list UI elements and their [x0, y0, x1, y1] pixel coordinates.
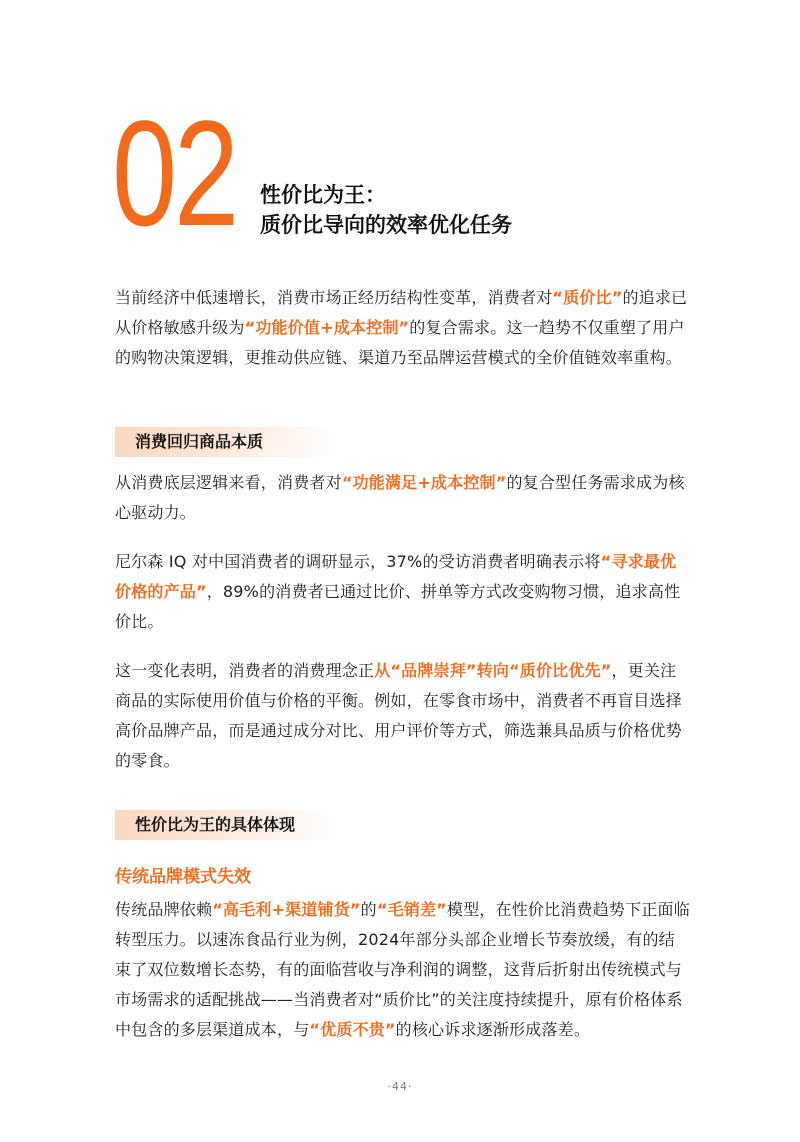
s1p3-text-2: ，更关注商品的实际使用价值与价格的平衡。例如，在零食市场中，消费者不再盲目选择高价品牌产品，而是通过成分对比、用户评价等方式，筛选兼具品质与价格优势的零食。: [115, 661, 683, 770]
intro-highlight-2: “功能价值+成本控制”: [244, 318, 410, 337]
subheading-traditional-brand: 传统品牌模式失效: [115, 867, 251, 887]
s2p1-text-3: 模型，在性价比消费趋势下正面临转型压力。以速冻食品行业为例，2024年部分头部企业增长节奏放缓，有的结束了双位数增长态势，有的面临营收与净利润的调整，这背后折射出传统模式与市场需求的适配挑战——当消费者对“质价比”的关注度持续提升，原有价格体系中包含的多层渠道成本，与: [115, 900, 690, 1039]
section-label-consumption: 消费回归商品本质: [115, 427, 335, 457]
section1-paragraph-1: [115, 468, 690, 528]
s1p2-text-1: 尼尔森 IQ 对中国消费者的调研显示，37%的受访消费者明确表示将: [115, 552, 601, 571]
intro-text-3: 的复合需求。这一趋势不仅重塑了用户的购物决策逻辑，更推动供应链、渠道乃至品牌运营模式的全价值链效率重构。: [115, 318, 685, 367]
section-label-value: 性价比为王的具体体现: [115, 810, 335, 840]
chapter-header: [112, 89, 712, 257]
section1-paragraph-3: [115, 656, 690, 776]
intro-highlight-1: “质价比”: [552, 288, 623, 307]
s1p3-text-1: 这一变化表明，消费者的消费理念正: [115, 661, 375, 680]
s1p2-text-2: ，89%的消费者已通过比价、拼单等方式改变购物习惯，追求高性价比。: [115, 582, 681, 631]
s1p2-highlight-1: “寻求最优价格的产品”: [115, 552, 677, 601]
s2p1-text-4: 的核心诉求逐渐形成落差。: [395, 1020, 591, 1039]
s2p1-text-1: 传统品牌依赖: [115, 900, 213, 919]
s2p1-text-2: 的: [360, 900, 377, 919]
intro-paragraph: [115, 283, 690, 373]
s1p3-highlight-1: 从“品牌崇拜”转向“质价比优先”: [374, 661, 612, 680]
chapter-number: 02: [112, 89, 236, 257]
intro-text-1: 当前经济中低速增长，消费市场正经历结构性变革，消费者对: [115, 288, 553, 307]
s2p1-highlight-1: “高毛利+渠道铺货”: [212, 900, 361, 919]
section1-paragraph-2: [115, 547, 690, 637]
s1p1-highlight-1: “功能满足+成本控制”: [341, 473, 507, 492]
section2-paragraph-1: [115, 895, 690, 1045]
chapter-title-line2: 质价比导向的效率优化任务: [260, 213, 512, 237]
page-number: ·44·: [387, 1080, 413, 1093]
s2p1-highlight-2: “毛销差”: [376, 900, 447, 919]
chapter-title-line1: 性价比为王：: [260, 183, 386, 207]
intro-text-2: 的追求已从价格敏感升级为: [115, 288, 688, 337]
chapter-title: [260, 180, 512, 240]
s1p1-text-1: 从消费底层逻辑来看，消费者对: [115, 473, 342, 492]
s1p1-text-2: 的复合型任务需求成为核心驱动力。: [115, 473, 685, 522]
s2p1-highlight-3: “优质不贵”: [309, 1020, 396, 1039]
